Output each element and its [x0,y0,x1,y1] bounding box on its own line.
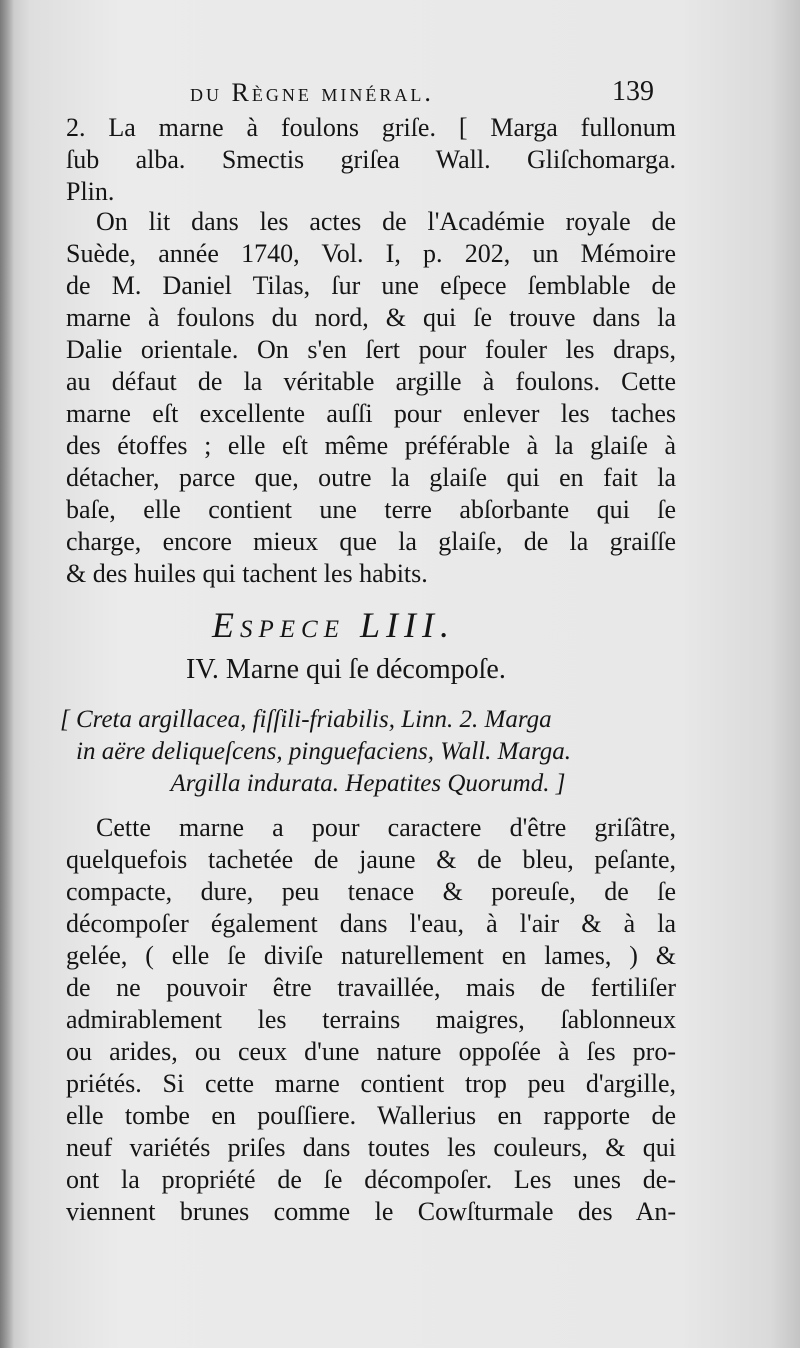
paragraph-2-line: neuf variétés priſes dans toutes les couleurs, & qui [66,1133,676,1162]
synonymy-line: [ Creta argillacea, fiſſili-friabilis, Linn. 2. Marga [60,706,552,733]
paragraph-2-line: gelée, ( elle ſe diviſe naturellement en lames, ) & [66,941,676,970]
paragraph-2-line: viennent brunes comme le Cowſturmale des An- [66,1197,676,1226]
paragraph-2-line: ont la propriété de ſe décompoſer. Les unes de- [66,1165,676,1194]
paragraph-2-line: admirablement les terrains maigres, ſablonneux [66,1005,676,1034]
paragraph-1-line: détacher, parce que, outre la glaiſe qui en fait la [66,463,676,492]
paragraph-1-line: On lit dans les actes de l'Académie royale de [96,207,676,236]
running-title: du Règne minéral. [190,78,434,107]
paragraph-1-line: baſe, elle contient une terre abſorbante qui ſe [66,495,676,524]
species-subheading: IV. Marne qui ſe décompoſe. [186,654,506,685]
paragraph-2-line: décompoſer également dans l'eau, à l'air & à la [66,909,676,938]
paragraph-2-line: de ne pouvoir être travaillée, mais de fertiliſer [66,973,676,1002]
paragraph-1-line: marne eſt excellente auſſi pour enlever les taches [66,399,676,428]
paragraph-1-line: de M. Daniel Tilas, ſur une eſpece ſemblable de [66,271,676,300]
paragraph-2-line: elle tombe en pouſſiere. Wallerius en rapporte de [66,1101,676,1130]
synonymy-line: Argilla indurata. Hepatites Quorumd. ] [170,770,566,797]
paragraph-1-line: Dalie orientale. On s'en ſert pour fouler les draps, [66,335,676,364]
paragraph-2-line: compacte, dure, peu tenace & poreuſe, de ſe [66,877,676,906]
paragraph-1-line: marne à foulons du nord, & qui ſe trouve dans la [66,303,676,332]
paragraph-2-line: quelquefois tachetée de jaune & de bleu, peſante, [66,845,676,874]
synonymy-line: in aëre deliqueſcens, pinguefaciens, Wall. Marga. [76,738,572,765]
paragraph-1-line: charge, encore mieux que la glaiſe, de la graiſſe [66,527,676,556]
entry-2-line-3: Plin. [66,177,115,206]
page-gutter-shadow [0,0,14,1348]
entry-2-line-2: ſub alba. Smectis griſea Wall. Gliſchomarga. [66,145,676,174]
species-heading: Espece LIII. [212,605,455,645]
paragraph-2-line: Cette marne a pour caractere d'être griſâtre, [96,813,676,842]
page-number: 139 [612,76,654,107]
paragraph-1-line: & des huiles qui tachent les habits. [66,559,428,588]
paragraph-1-line: Suède, année 1740, Vol. I, p. 202, un Mémoire [66,239,676,268]
entry-2-line-1: 2. La marne à foulons griſe. [ Marga fullonum [66,113,676,142]
paragraph-2-line: priétés. Si cette marne contient trop peu d'argille, [66,1069,676,1098]
paragraph-1-line: au défaut de la véritable argille à foulons. Cette [66,367,676,396]
paragraph-1-line: des étoffes ; elle eſt même préférable à la glaiſe à [66,431,676,460]
paragraph-2-line: ou arides, ou ceux d'une nature oppoſée à ſes pro- [66,1037,676,1066]
